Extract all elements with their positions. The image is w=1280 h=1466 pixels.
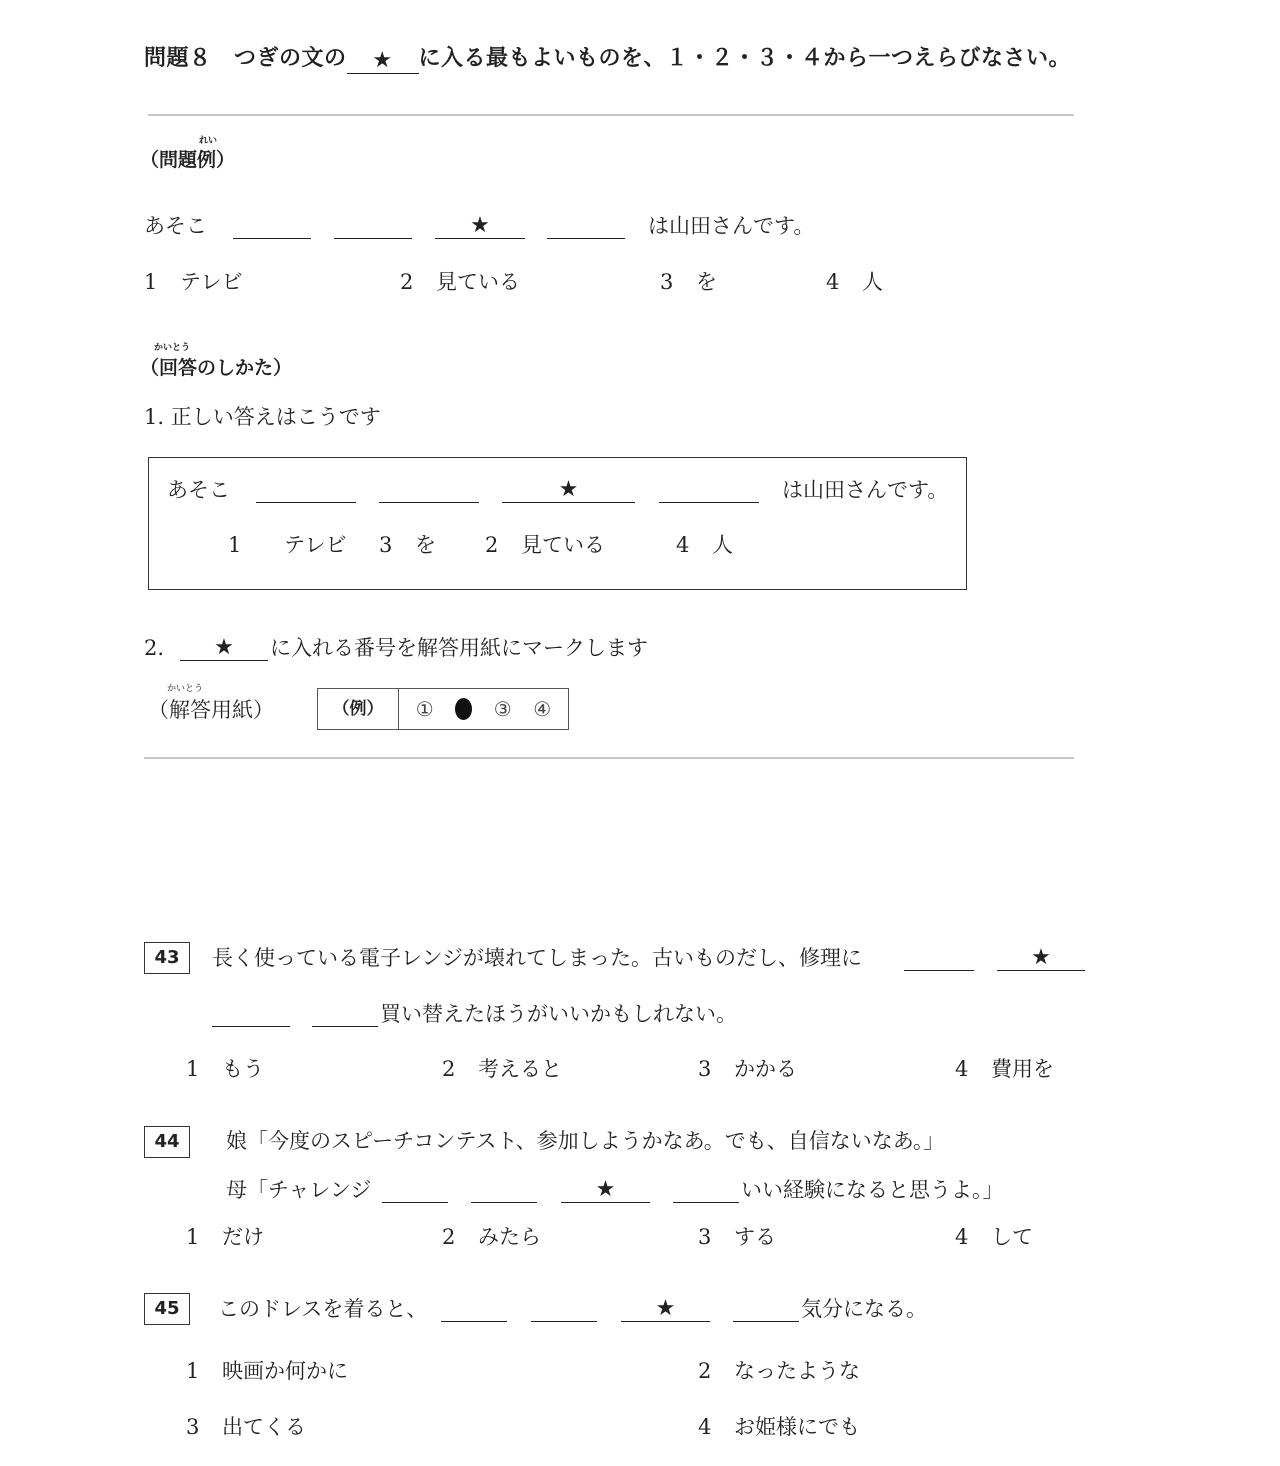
box-blank-1 <box>256 478 356 503</box>
option-text: 考えると <box>478 1057 562 1081</box>
answer-step-2-num: 2. <box>144 636 165 660</box>
q44-option-2 <box>442 1223 541 1251</box>
box-order-4 <box>676 531 733 559</box>
option-number: 1 <box>186 1225 200 1249</box>
q44-option-3 <box>698 1223 776 1251</box>
step2-star-blank <box>180 636 268 661</box>
answer-sheet-sample <box>317 688 569 730</box>
sheet-ruby: かいとう <box>167 684 204 694</box>
q45-blank-star <box>621 1297 710 1322</box>
option-text: を <box>696 270 717 294</box>
example-sentence-end: は山田さんです。 <box>648 214 815 238</box>
option-text: かかる <box>734 1057 797 1081</box>
q44-line2-end: いい経験になると思うよ。」 <box>741 1178 1004 1202</box>
option-number: 3 <box>186 1415 200 1439</box>
star-icon: ★ <box>595 1177 616 1202</box>
example-heading: （問題例） <box>140 149 236 171</box>
q44-line2-start: 母「チャレンジ <box>226 1178 372 1202</box>
example-option-4 <box>826 268 883 296</box>
example-blank-2 <box>334 214 412 239</box>
option-text: 見ている <box>521 533 605 557</box>
example-blank-star <box>435 214 525 239</box>
q44-blank-star <box>561 1178 650 1203</box>
q43-line1: 長く使っている電子レンジが壊れてしまった。古いものだし、修理に <box>212 946 862 970</box>
question-number-45: 45 <box>144 1293 190 1325</box>
option-number: 4 <box>955 1225 969 1249</box>
box-order-1 <box>228 531 347 559</box>
box-blank-2 <box>379 478 479 503</box>
option-text: 映画か何かに <box>222 1359 348 1383</box>
section-title <box>144 44 1071 74</box>
star-icon: ★ <box>470 213 490 238</box>
option-text: テレビ <box>180 270 243 294</box>
answer-step-1: 1. 正しい答えはこうです <box>144 405 381 429</box>
example-option-1 <box>144 268 243 296</box>
star-icon: ★ <box>1031 945 1051 970</box>
box-sentence-end: は山田さんです。 <box>782 478 949 502</box>
mark-circle-3: ③ <box>493 697 512 721</box>
q44-blank-2 <box>471 1178 537 1203</box>
box-order-2 <box>379 531 436 559</box>
q43-option-3 <box>698 1055 797 1083</box>
q45-line1-end: 気分になる。 <box>801 1297 927 1321</box>
option-text: 人 <box>712 533 733 557</box>
answer-heading-ruby: かいとう <box>154 343 191 353</box>
option-number: 3 <box>698 1225 712 1249</box>
q44-option-1 <box>186 1223 264 1251</box>
q43-blank-star <box>997 946 1085 971</box>
question-number-43: 43 <box>144 942 190 974</box>
option-text: だけ <box>222 1225 264 1249</box>
star-icon: ★ <box>655 1296 676 1321</box>
option-text: テレビ <box>284 533 347 557</box>
example-blank-4 <box>547 214 625 239</box>
option-text: して <box>991 1225 1033 1249</box>
box-blank-star <box>502 478 635 503</box>
option-number: 3 <box>379 533 393 557</box>
option-text: みたら <box>478 1225 541 1249</box>
q45-blank-2 <box>531 1297 597 1322</box>
option-number: 2 <box>400 270 414 294</box>
q43-line2-end: 買い替えたほうがいいかもしれない。 <box>380 1002 737 1026</box>
box-blank-4 <box>659 478 759 503</box>
q44-option-4 <box>955 1223 1033 1251</box>
option-text: もう <box>222 1057 264 1081</box>
q45-option-2 <box>698 1357 860 1385</box>
example-option-3 <box>660 268 717 296</box>
box-order-3 <box>485 531 605 559</box>
option-text: なったような <box>734 1359 860 1383</box>
box-sentence-start: あそこ <box>167 478 230 502</box>
filled-mark-icon <box>455 698 472 720</box>
option-text: お姫様にでも <box>734 1415 860 1439</box>
option-number: 4 <box>676 533 690 557</box>
sheet-marks <box>399 689 568 729</box>
option-text: 見ている <box>436 270 520 294</box>
star-icon: ★ <box>214 635 234 660</box>
option-number: 2 <box>442 1057 456 1081</box>
example-sentence <box>144 212 207 240</box>
q45-option-4 <box>698 1413 860 1441</box>
q44-blank-1 <box>382 1178 448 1203</box>
option-text: を <box>415 533 436 557</box>
star-icon: ★ <box>372 48 393 73</box>
question-number-44: 44 <box>144 1126 190 1158</box>
title-text-after: に入る最もよいものを、１・２・３・４から一つえらびなさい。 <box>418 46 1072 71</box>
option-number: 2 <box>698 1359 712 1383</box>
example-blank-1 <box>233 214 311 239</box>
title-star-blank <box>347 49 419 74</box>
q44-blank-4 <box>673 1178 739 1203</box>
option-number: 1 <box>228 533 242 557</box>
example-sentence-start: あそこ <box>144 214 207 238</box>
title-text-before: 問題８ つぎの文の <box>144 46 347 71</box>
option-number: 2 <box>442 1225 456 1249</box>
q43-blank-1 <box>904 946 974 971</box>
option-text: 費用を <box>991 1057 1054 1081</box>
q45-blank-4 <box>733 1297 799 1322</box>
star-icon: ★ <box>558 477 579 502</box>
option-text: 人 <box>862 270 883 294</box>
option-number: 4 <box>826 270 840 294</box>
mark-circle-1: ① <box>415 697 434 721</box>
q43-option-4 <box>955 1055 1054 1083</box>
example-heading-ruby: れい <box>199 136 218 146</box>
answer-heading: （回答のしかた） <box>140 357 293 379</box>
option-text: する <box>734 1225 776 1249</box>
q43-blank-3 <box>212 1002 290 1027</box>
option-number: 4 <box>698 1415 712 1439</box>
top-divider <box>148 114 1074 116</box>
option-number: 3 <box>698 1057 712 1081</box>
option-number: 1 <box>186 1359 200 1383</box>
q44-line1: 娘「今度のスピーチコンテスト、参加しようかなあ。でも、自信ないなあ。」 <box>226 1129 945 1153</box>
q43-blank-4 <box>312 1002 378 1027</box>
option-number: 2 <box>485 533 499 557</box>
bottom-divider <box>144 757 1074 759</box>
q43-option-2 <box>442 1055 562 1083</box>
q45-line1-start: このドレスを着ると、 <box>218 1297 428 1321</box>
option-number: 1 <box>186 1057 200 1081</box>
answer-sheet-label: （解答用紙） <box>148 698 274 722</box>
answer-step-2-text: に入れる番号を解答用紙にマークします <box>270 636 648 660</box>
option-number: 1 <box>144 270 158 294</box>
option-text: 出てくる <box>222 1415 306 1439</box>
option-number: 3 <box>660 270 674 294</box>
example-option-2 <box>400 268 520 296</box>
mark-circle-4: ④ <box>533 697 552 721</box>
q45-blank-1 <box>441 1297 507 1322</box>
sheet-example-label: （例） <box>318 689 399 729</box>
q43-option-1 <box>186 1055 264 1083</box>
option-number: 4 <box>955 1057 969 1081</box>
q45-option-1 <box>186 1357 348 1385</box>
q45-option-3 <box>186 1413 306 1441</box>
